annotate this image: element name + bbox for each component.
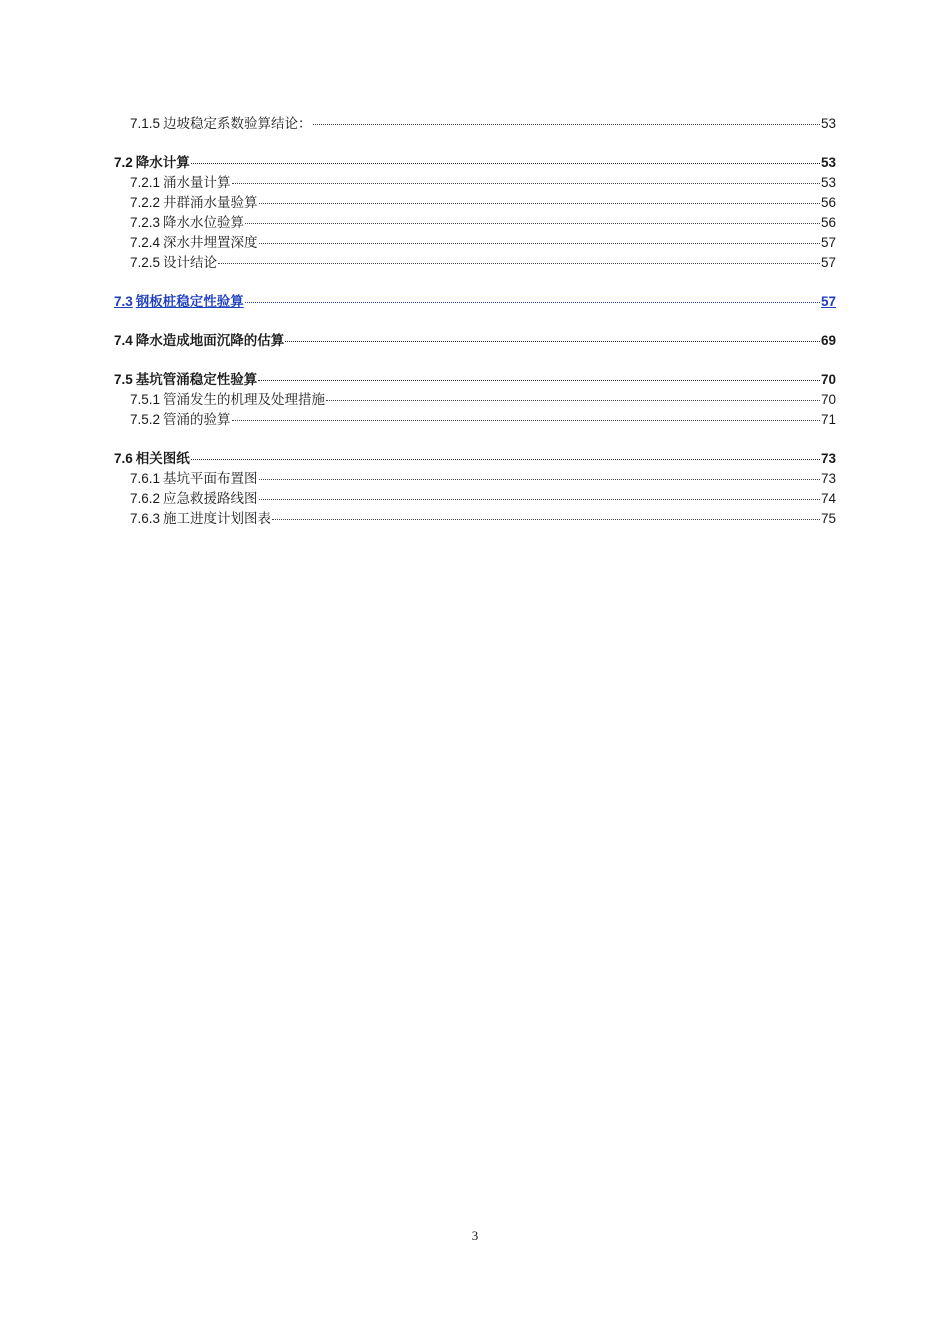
toc-entry-page: 73	[820, 471, 836, 486]
toc-entry-page: 70	[820, 392, 836, 407]
toc-entry-number: 7.2.4	[130, 235, 161, 250]
toc-entry-page: 71	[820, 412, 836, 427]
toc-entry-7-5-2[interactable]	[114, 410, 836, 430]
dot-leader	[258, 380, 820, 381]
toc-entry-title: 施工进度计划图表	[163, 511, 272, 526]
toc-entry-7-5[interactable]	[114, 370, 836, 390]
toc-entry-number: 7.5	[114, 372, 133, 387]
toc-entry-7-2-1[interactable]	[114, 173, 836, 193]
dot-leader	[259, 479, 820, 480]
toc-entry-7-5-1[interactable]	[114, 390, 836, 410]
toc-entry-number: 7.5.2	[130, 412, 161, 427]
toc-entry-7-2[interactable]	[114, 153, 836, 173]
toc-entry-7-6-1[interactable]	[114, 469, 836, 489]
toc-entry-7-1-5[interactable]	[114, 114, 836, 134]
toc-entry-number: 7.2	[114, 155, 133, 170]
dot-leader	[259, 203, 820, 204]
toc-entry-title: 降水计算	[135, 155, 190, 170]
toc-entry-title: 降水造成地面沉降的估算	[135, 333, 285, 348]
toc-entry-page: 73	[820, 451, 836, 466]
toc-entry-number: 7.2.3	[130, 215, 161, 230]
toc-entry-title: 设计结论	[163, 255, 218, 270]
toc-entry-page: 57	[820, 255, 836, 270]
toc-entry-page: 53	[820, 175, 836, 190]
toc-entry-7-6[interactable]	[114, 449, 836, 469]
toc-entry-page: 70	[820, 372, 836, 387]
toc-entry-page: 57	[820, 235, 836, 250]
toc-entry-title: 管涌的验算	[163, 412, 231, 427]
dot-leader	[191, 459, 820, 460]
toc-entry-title: 基坑平面布置图	[163, 471, 258, 486]
toc-entry-title: 相关图纸	[135, 451, 190, 466]
toc-entry-title: 深水井埋置深度	[163, 235, 258, 250]
toc-entry-7-2-4[interactable]	[114, 233, 836, 253]
toc-entry-7-2-3[interactable]	[114, 213, 836, 233]
toc-entry-number: 7.6.3	[130, 511, 161, 526]
toc-entry-title: 钢板桩稳定性验算	[135, 294, 244, 309]
dot-leader	[326, 400, 820, 401]
toc-entry-number: 7.2.1	[130, 175, 161, 190]
toc-entry-page: 74	[820, 491, 836, 506]
dot-leader	[232, 183, 820, 184]
toc-entry-number: 7.6.1	[130, 471, 161, 486]
toc-entry-7-3-link[interactable]	[114, 292, 836, 312]
toc-entry-page: 75	[820, 511, 836, 526]
toc-entry-number: 7.6.2	[130, 491, 161, 506]
table-of-contents	[114, 114, 836, 529]
toc-entry-page: 69	[820, 333, 836, 348]
dot-leader	[259, 243, 820, 244]
toc-entry-page: 53	[820, 116, 836, 131]
toc-entry-page: 57	[820, 294, 836, 309]
toc-entry-number: 7.3	[114, 294, 133, 309]
toc-entry-page: 56	[820, 215, 836, 230]
toc-entry-number: 7.2.5	[130, 255, 161, 270]
dot-leader	[259, 499, 820, 500]
dot-leader	[313, 124, 820, 125]
dot-leader	[232, 420, 820, 421]
dot-leader	[218, 263, 820, 264]
dot-leader	[245, 223, 820, 224]
toc-entry-number: 7.6	[114, 451, 133, 466]
toc-entry-title: 降水水位验算	[163, 215, 245, 230]
page-number: 3	[471, 1228, 479, 1243]
dot-leader	[245, 302, 820, 303]
toc-entry-7-6-3[interactable]	[114, 509, 836, 529]
toc-entry-number: 7.2.2	[130, 195, 161, 210]
toc-entry-7-4[interactable]	[114, 331, 836, 351]
toc-entry-title: 井群涌水量验算	[163, 195, 258, 210]
toc-entry-number: 7.1.5	[130, 116, 161, 131]
toc-entry-7-2-5[interactable]	[114, 253, 836, 273]
toc-entry-title: 应急救援路线图	[163, 491, 258, 506]
dot-leader	[272, 519, 820, 520]
toc-entry-7-2-2[interactable]	[114, 193, 836, 213]
dot-leader	[285, 341, 820, 342]
dot-leader	[191, 163, 820, 164]
toc-entry-number: 7.5.1	[130, 392, 161, 407]
toc-entry-page: 56	[820, 195, 836, 210]
toc-entry-title: 边坡稳定系数验算结论：	[163, 116, 312, 131]
toc-entry-number: 7.4	[114, 333, 133, 348]
toc-entry-7-6-2[interactable]	[114, 489, 836, 509]
toc-entry-title: 基坑管涌稳定性验算	[135, 372, 258, 387]
toc-entry-page: 53	[820, 155, 836, 170]
toc-entry-title: 管涌发生的机理及处理措施	[163, 392, 326, 407]
toc-entry-title: 涌水量计算	[163, 175, 231, 190]
